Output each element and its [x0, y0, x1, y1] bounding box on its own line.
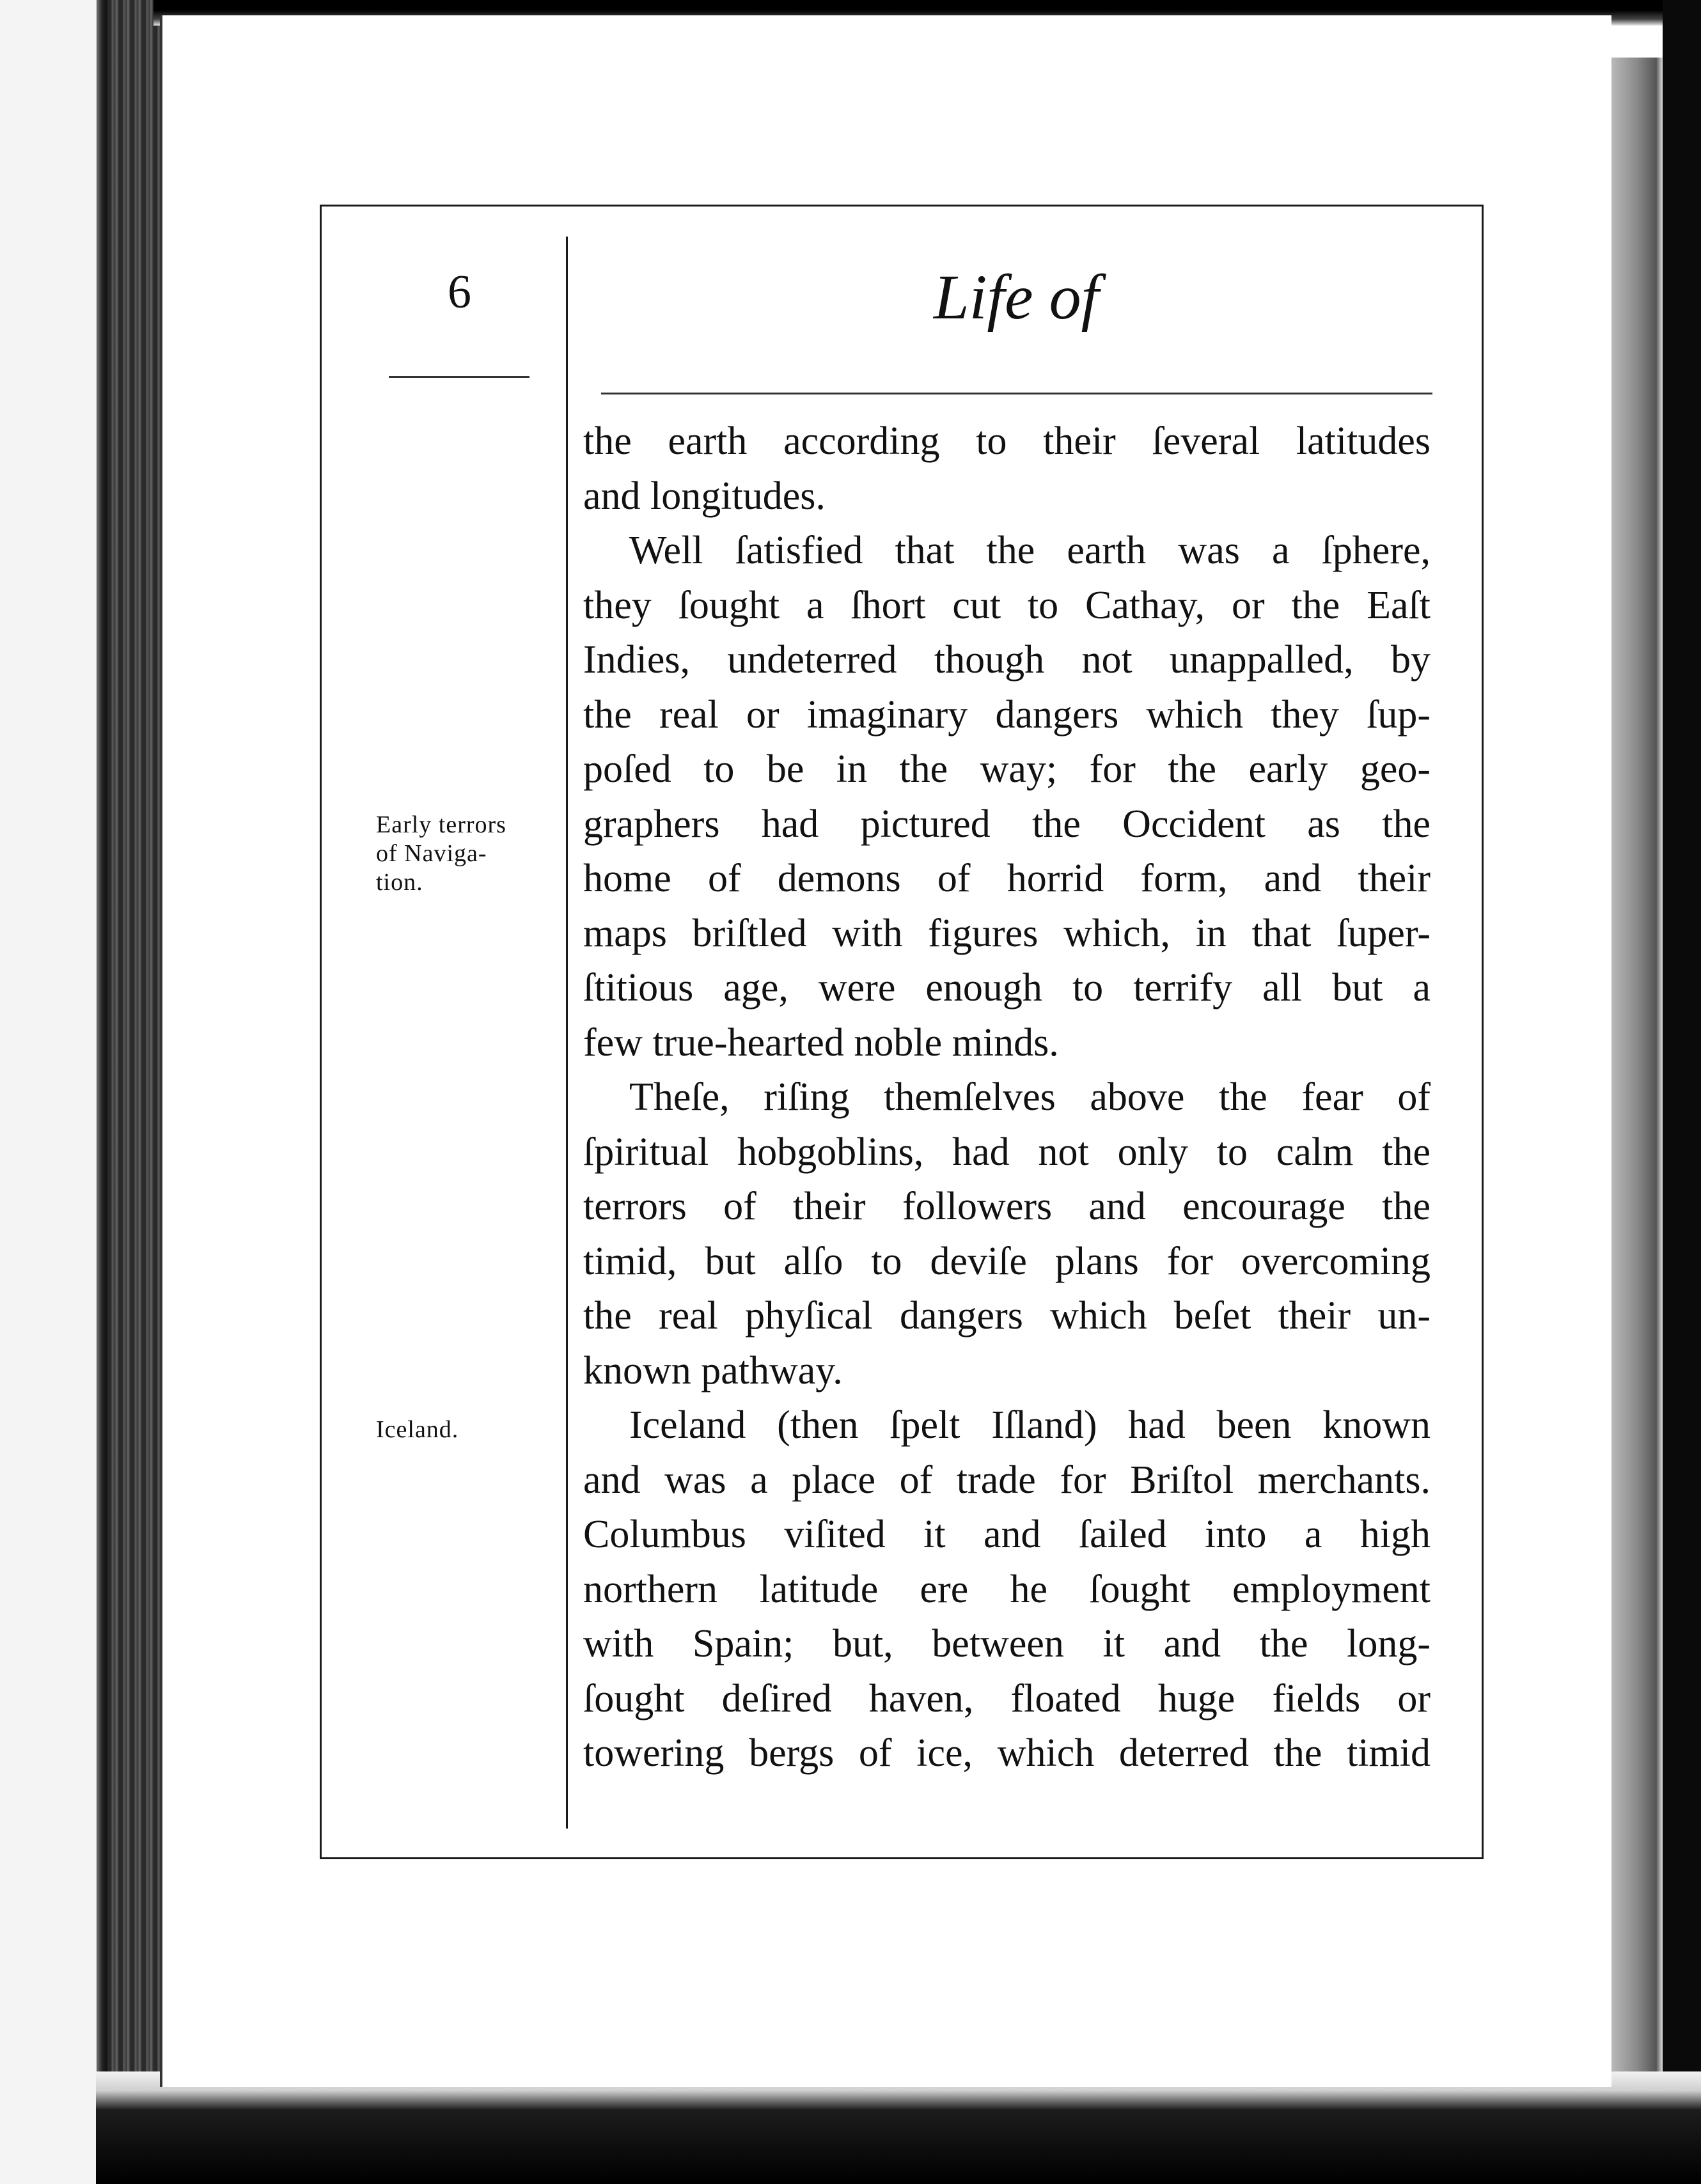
- text-line: ſought deſired haven, floated huge fields or: [583, 1676, 1431, 1720]
- text-line: known pathway.: [583, 1348, 843, 1392]
- scan-edge-left: [0, 0, 107, 2184]
- text-line: and was a place of trade for Briſtol merchants.: [583, 1458, 1431, 1502]
- text-line: Well ſatisfied that the earth was a ſphere,: [629, 529, 1431, 572]
- text-line: maps briſtled with figures which, in that ſuper-: [583, 911, 1431, 955]
- text-line: terrors of their followers and encourage the: [583, 1185, 1431, 1228]
- margin-header-rule: [389, 376, 529, 378]
- text-line: and longitudes.: [583, 474, 826, 518]
- text-line: timid, but alſo to deviſe plans for overcoming: [583, 1239, 1431, 1283]
- text-line: home of demons of horrid form, and their: [583, 857, 1431, 900]
- text-line: Iceland (then ſpelt Iſland) had been known: [629, 1403, 1431, 1447]
- sidenote-line: Iceland.: [376, 1416, 459, 1443]
- running-head: Life of: [934, 261, 1099, 332]
- sidenote-early-terrors: [376, 811, 536, 896]
- text-line: towering bergs of ice, which deterred the timid: [583, 1731, 1431, 1775]
- scan-border-right: [1663, 0, 1701, 2184]
- text-line: Columbus viſited it and ſailed into a high: [583, 1513, 1431, 1556]
- page-number: 6: [448, 266, 471, 318]
- text-line: with Spain; but, between it and the long-: [583, 1622, 1431, 1665]
- text-line: ſtitious age, were enough to terrify all but a: [583, 966, 1431, 1010]
- sidenote-line: Early terrors: [376, 811, 506, 838]
- text-line: ſpiritual hobgoblins, had not only to calm the: [583, 1130, 1431, 1174]
- sidenote-line: of Naviga-: [376, 839, 487, 867]
- text-line: the real or imaginary dangers which they ſup-: [583, 692, 1431, 737]
- text-line: Indies, undeterred though not unappalled, by: [583, 638, 1431, 682]
- book-page-edges: [107, 0, 165, 2103]
- text-line: few true-hearted noble minds.: [583, 1020, 1059, 1065]
- text-line: northern latitude ere he ſought employment: [583, 1567, 1431, 1611]
- text-line: they ſought a ſhort cut to Cathay, or the Eaſt: [583, 583, 1431, 627]
- text-line: Theſe, riſing themſelves above the fear of: [629, 1075, 1431, 1119]
- text-line: graphers had pictured the Occident as the: [583, 802, 1431, 846]
- body-text: [583, 414, 1431, 1781]
- text-line: the earth according to their ſeveral latitudes: [583, 419, 1431, 463]
- sidenote-iceland: [376, 1416, 536, 1444]
- margin-column-rule: [566, 237, 568, 1829]
- text-line: the real phyſical dangers which beſet their un-: [583, 1294, 1431, 1338]
- running-head-rule: [601, 393, 1432, 394]
- scan-edge-bottom: [96, 2071, 1701, 2184]
- text-line: poſed to be in the way; for the early geo-: [583, 747, 1431, 791]
- sidenote-line: tion.: [376, 868, 423, 896]
